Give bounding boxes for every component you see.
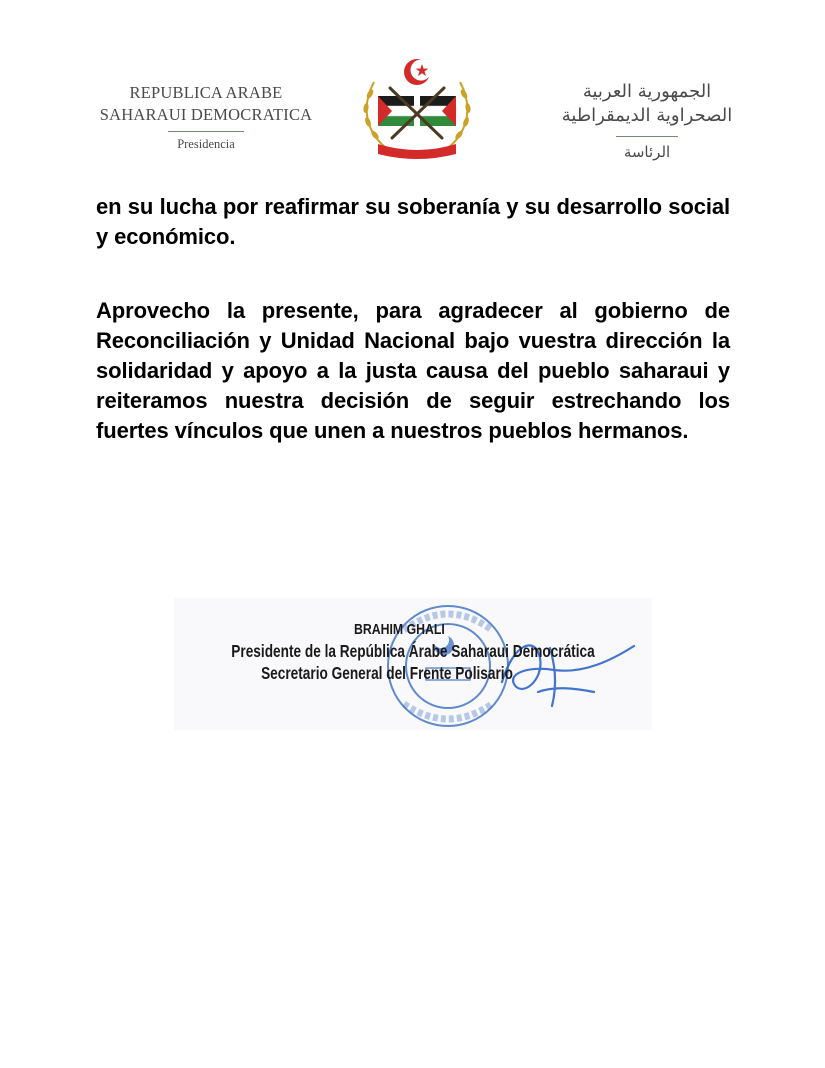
body-paragraph-2: Aprovecho la presente, para agradecer al gobierno de Reconciliación y Unidad Nacional bajo vuestra dirección la solidaridad y apoyo a la justa causa del pueblo saharaui y reiteramos nuestra decisión de seguir estrechando los fuertes vínculos que unen a nuestros pueblos hermanos. (96, 298, 730, 443)
letterhead-arabic-divider (616, 136, 678, 137)
signature-block (174, 598, 652, 730)
letterhead-arabic-office: الرئاسة (623, 143, 671, 161)
body-paragraph-1: en su lucha por reafirmar su soberanía y su desarrollo social y económico. (96, 194, 730, 249)
letterhead-left (90, 82, 322, 152)
signatory-title-secretary: Secretario General del Frente Polisario (261, 663, 513, 683)
letterhead-country-line2: SAHARAUI DEMOCRATICA (99, 105, 313, 124)
signature-text (174, 620, 652, 684)
letterhead-arabic-line2: الصحراوية الديمقراطية (561, 105, 733, 126)
letterhead-office: Presidencia (177, 137, 235, 151)
letter-body (96, 192, 730, 446)
signatory-title-president: Presidente de la República Árabe Saharaui Democrática (231, 641, 595, 661)
letterhead-right-arabic (536, 80, 758, 162)
coat-of-arms-emblem-icon (356, 52, 478, 164)
letterhead-arabic-line1: الجمهورية العربية (582, 81, 712, 102)
signatory-name: BRAHIM GHALI (353, 621, 445, 638)
letterhead-country-line1: REPUBLICA ARABE (129, 83, 283, 102)
letterhead-divider (168, 131, 244, 132)
